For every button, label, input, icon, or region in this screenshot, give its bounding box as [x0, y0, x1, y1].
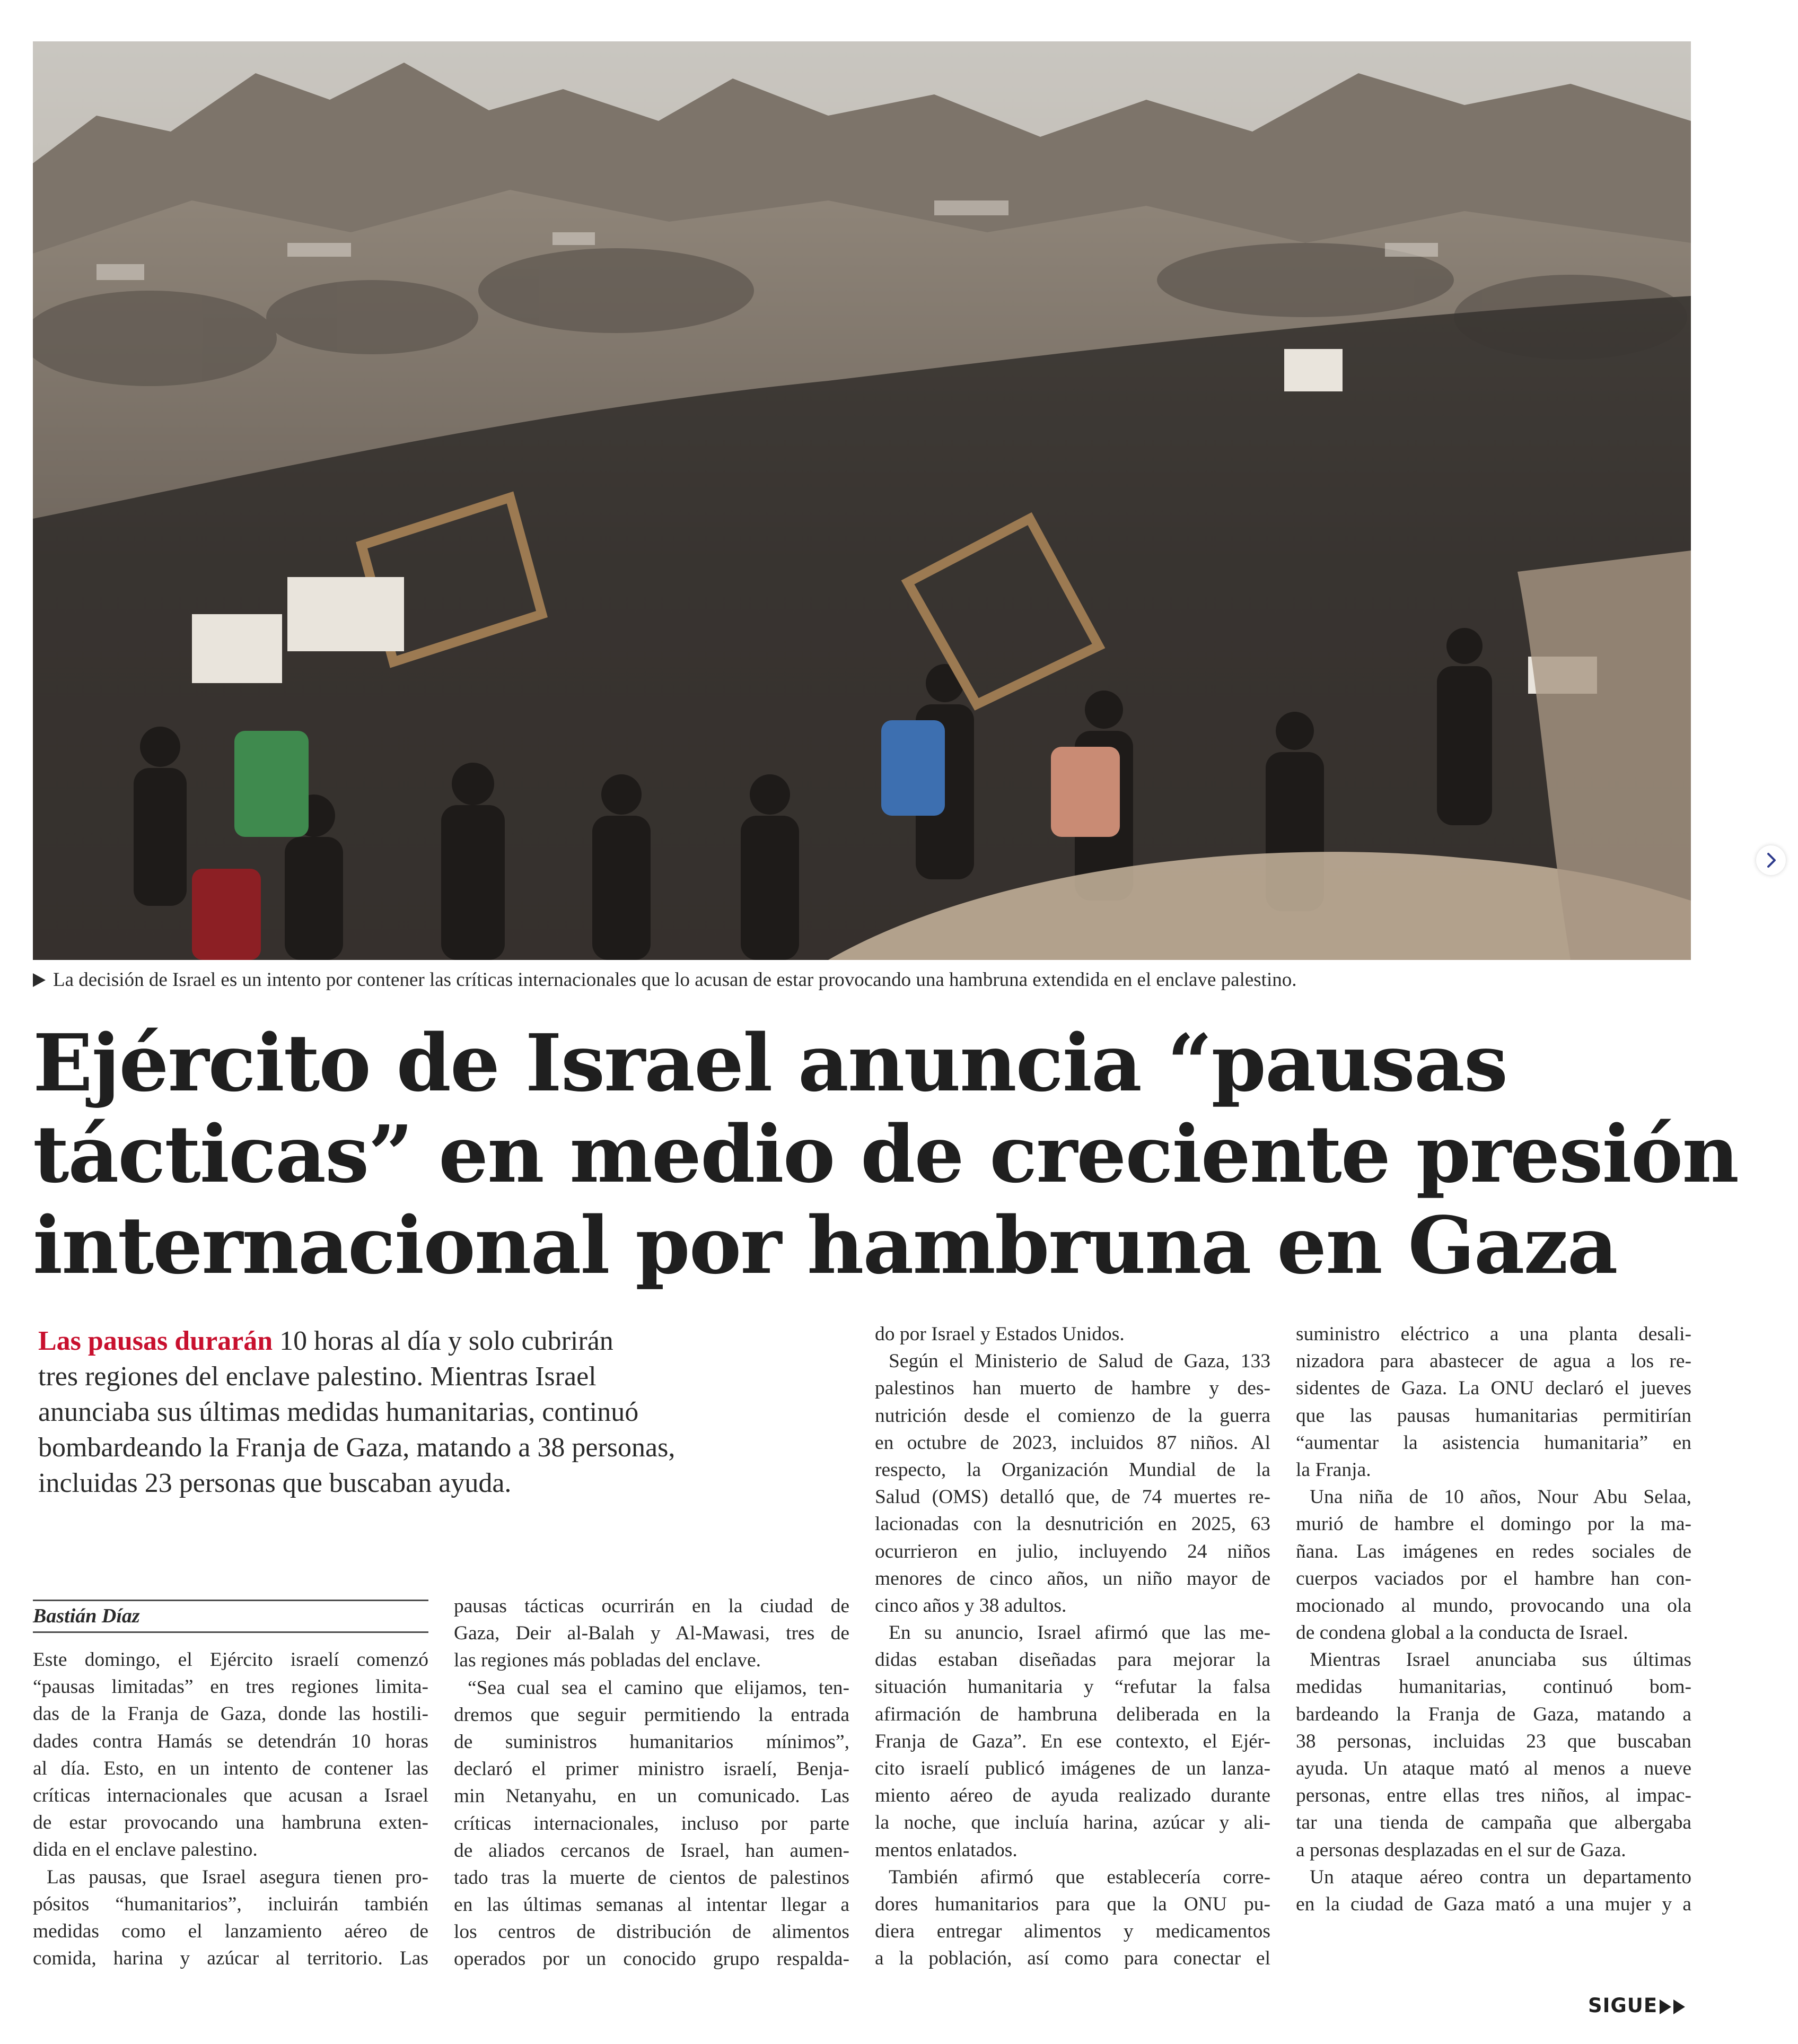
- byline-top-rule: [33, 1600, 428, 1601]
- body-line: bardeando la Franja de Gaza, matando a: [1296, 1703, 1691, 1725]
- body-column-2: [454, 1593, 849, 1973]
- body-line: ocurrieron en julio, incluyendo 24 niños: [875, 1540, 1270, 1562]
- body-column-3: [875, 1321, 1270, 1972]
- body-line: tar una tienda de campaña que albergaba: [1296, 1812, 1691, 1834]
- body-line: miento aéreo de ayuda realizado durante: [875, 1785, 1270, 1807]
- next-page-button[interactable]: [1756, 845, 1786, 875]
- body-line: cuerpos vaciados por el hambre han con-: [1296, 1567, 1691, 1589]
- body-line: afirmación de hambruna deliberada en la: [875, 1703, 1270, 1725]
- photo-caption: [33, 964, 1692, 996]
- body-line: a personas desplazadas en el sur de Gaza.: [1296, 1839, 1626, 1861]
- body-line: En su anuncio, Israel afirmó que las me-: [889, 1622, 1270, 1644]
- body-line: en la ciudad de Gaza mató a una mujer y a: [1296, 1893, 1691, 1915]
- body-line: la noche, que incluía harina, azúcar y ali-: [875, 1812, 1270, 1834]
- body-line: didas estaban diseñadas para mejorar la: [875, 1649, 1270, 1671]
- continue-arrow-icon: [1660, 1999, 1671, 2014]
- body-line: personas, entre ellas tres niños, al impac-: [1296, 1785, 1691, 1807]
- headline-line-3: internacional por hambruna en Gaza: [33, 1199, 1617, 1291]
- continue-label: SIGUE: [1588, 1994, 1658, 2017]
- caption-text: La decisión de Israel es un intento por contener las críticas internacionales que lo acusan de estar provocando una hambruna extendida en el enclave palestino.: [53, 969, 1297, 991]
- body-line: “Sea cual sea el camino que elijamos, ten-: [468, 1676, 849, 1699]
- body-line: nizadora para abastecer de agua a los re-: [1296, 1350, 1691, 1373]
- body-line: ñana. Las imágenes en redes sociales de: [1296, 1540, 1691, 1562]
- body-line: los centros de distribución de alimentos: [454, 1921, 849, 1943]
- body-line: críticas internacionales que acusan a Israel: [33, 1784, 428, 1806]
- lead-line-2: tres regiones del enclave palestino. Mientras Israel: [38, 1361, 597, 1392]
- body-line: mentos enlatados.: [875, 1839, 1018, 1861]
- body-line: tado tras la muerte de cientos de palestinos: [454, 1866, 849, 1889]
- body-line: Mientras Israel anunciaba sus últimas: [1310, 1649, 1691, 1671]
- body-line: ayuda. Un ataque mató al menos a nueve: [1296, 1758, 1691, 1779]
- body-line: min Netanyahu, en un comunicado. Las: [454, 1785, 849, 1807]
- body-line: palestinos han muerto de hambre y des-: [875, 1377, 1270, 1400]
- body-line: declaró el primer ministro israelí, Benja-: [454, 1758, 849, 1780]
- body-column-1: [33, 1646, 428, 1972]
- body-line: Gaza, Deir al-Balah y Al-Mawasi, tres de: [454, 1622, 849, 1645]
- body-line: dremos que seguir permitiendo la entrada: [454, 1704, 849, 1726]
- headline-line-1: Ejército de Israel anuncia “pausas: [33, 1017, 1507, 1109]
- body-line: Las pausas, que Israel asegura tienen pro-: [47, 1866, 428, 1888]
- body-line: dida en el enclave palestino.: [33, 1839, 258, 1861]
- body-line: cinco años y 38 adultos.: [875, 1594, 1067, 1617]
- continue-arrow-icon-2: [1673, 1999, 1685, 2014]
- body-line: murió de hambre el domingo por la ma-: [1296, 1513, 1691, 1535]
- body-line: de condena global a la conducta de Israel.: [1296, 1622, 1628, 1644]
- body-line: a la población, así como para conectar el: [875, 1947, 1270, 1970]
- body-line: do por Israel y Estados Unidos.: [875, 1323, 1125, 1345]
- body-line: medidas como el lanzamiento aéreo de: [33, 1920, 428, 1942]
- body-line: Según el Ministerio de Salud de Gaza, 133: [889, 1350, 1270, 1373]
- body-line: diera entregar alimentos y medicamentos: [875, 1920, 1270, 1943]
- body-line: de suministros humanitarios mínimos”,: [454, 1731, 849, 1753]
- body-line: das de la Franja de Gaza, donde las hostili-: [33, 1703, 428, 1725]
- body-line: que las pausas humanitarias permitirían: [1296, 1404, 1691, 1427]
- body-line: suministro eléctrico a una planta desali-: [1296, 1323, 1691, 1345]
- body-line: Salud (OMS) detalló que, de 74 muertes re-: [875, 1486, 1270, 1508]
- lead-line-1-rest: 10 horas al día y solo cubrirán: [273, 1326, 613, 1356]
- body-line: Franja de Gaza”. En ese contexto, el Ejér-: [875, 1730, 1270, 1752]
- body-line: críticas internacionales, incluso por parte: [454, 1812, 849, 1835]
- body-line: También afirmó que establecería corre-: [889, 1866, 1270, 1888]
- body-line: Este domingo, el Ejército israelí comenzó: [33, 1649, 428, 1671]
- body-column-4: [1296, 1321, 1691, 1918]
- lead-paragraph: [38, 1323, 812, 1501]
- body-line: al día. Esto, en un intento de contener las: [33, 1757, 428, 1779]
- body-line: pausas tácticas ocurrirán en la ciudad de: [454, 1595, 849, 1617]
- body-line: operados por un conocido grupo respalda-: [454, 1948, 849, 1970]
- body-line: dores humanitarios para que la ONU pu-: [875, 1893, 1270, 1915]
- headline: [33, 1017, 1739, 1291]
- body-line: dades contra Hamás se detendrán 10 horas: [33, 1730, 428, 1752]
- body-line: la Franja.: [1296, 1458, 1371, 1481]
- byline-bottom-rule: [33, 1631, 428, 1633]
- body-line: menores de cinco años, un niño mayor de: [875, 1567, 1270, 1589]
- body-line: Una niña de 10 años, Nour Abu Selaa,: [1310, 1486, 1691, 1508]
- body-line: 38 personas, incluidas 23 que buscaban: [1296, 1730, 1691, 1752]
- body-line: comida, harina y azúcar al territorio. Las: [33, 1947, 428, 1970]
- body-line: sidentes de Gaza. La ONU declaró el jueves: [1296, 1377, 1691, 1400]
- continue-marker: [1588, 1994, 1685, 2017]
- body-line: medidas humanitarias, continuó bom-: [1296, 1676, 1691, 1698]
- lead-line-1: [38, 1323, 812, 1359]
- body-line: las regiones más pobladas del enclave.: [454, 1649, 761, 1672]
- body-line: de estar provocando una hambruna exten-: [33, 1812, 428, 1834]
- body-line: mocionado al mundo, provocando una ola: [1296, 1594, 1691, 1617]
- body-line: respecto, la Organización Mundial de la: [875, 1458, 1270, 1481]
- lead-line-5: incluidas 23 personas que buscaban ayuda.: [38, 1468, 512, 1498]
- body-line: “pausas limitadas” en tres regiones limita-: [33, 1676, 428, 1698]
- lead-highlight: Las pausas durarán: [38, 1326, 273, 1356]
- body-line: en las últimas semanas al intentar llegar a: [454, 1894, 849, 1916]
- photo-crowd-rubble: [33, 41, 1691, 960]
- body-line: de aliados cercanos de Israel, han aumen-: [454, 1839, 849, 1862]
- body-line: en octubre de 2023, incluidos 87 niños. Al: [875, 1431, 1270, 1454]
- article-photo: [33, 41, 1691, 960]
- body-line: “aumentar la asistencia humanitaria” en: [1296, 1431, 1691, 1454]
- caption-triangle-icon: [33, 973, 46, 987]
- lead-line-3: anunciaba sus últimas medidas humanitarias, continuó: [38, 1397, 639, 1427]
- body-line: lacionadas con la desnutrición en 2025, 63: [875, 1513, 1270, 1535]
- body-line: cito israelí publicó imágenes de un lanza-: [875, 1758, 1270, 1779]
- byline: Bastián Díaz: [33, 1605, 140, 1627]
- body-line: pósitos “humanitarios”, incluirán también: [33, 1893, 428, 1915]
- body-line: nutrición desde el comienzo de la guerra: [875, 1404, 1270, 1427]
- body-line: Un ataque aéreo contra un departamento: [1310, 1866, 1691, 1888]
- lead-line-4: bombardeando la Franja de Gaza, matando a 38 personas,: [38, 1432, 676, 1463]
- chevron-right-icon: [1756, 845, 1786, 875]
- body-line: situación humanitaria y “refutar la falsa: [875, 1676, 1270, 1698]
- headline-line-2: tácticas” en medio de creciente presión: [33, 1108, 1739, 1200]
